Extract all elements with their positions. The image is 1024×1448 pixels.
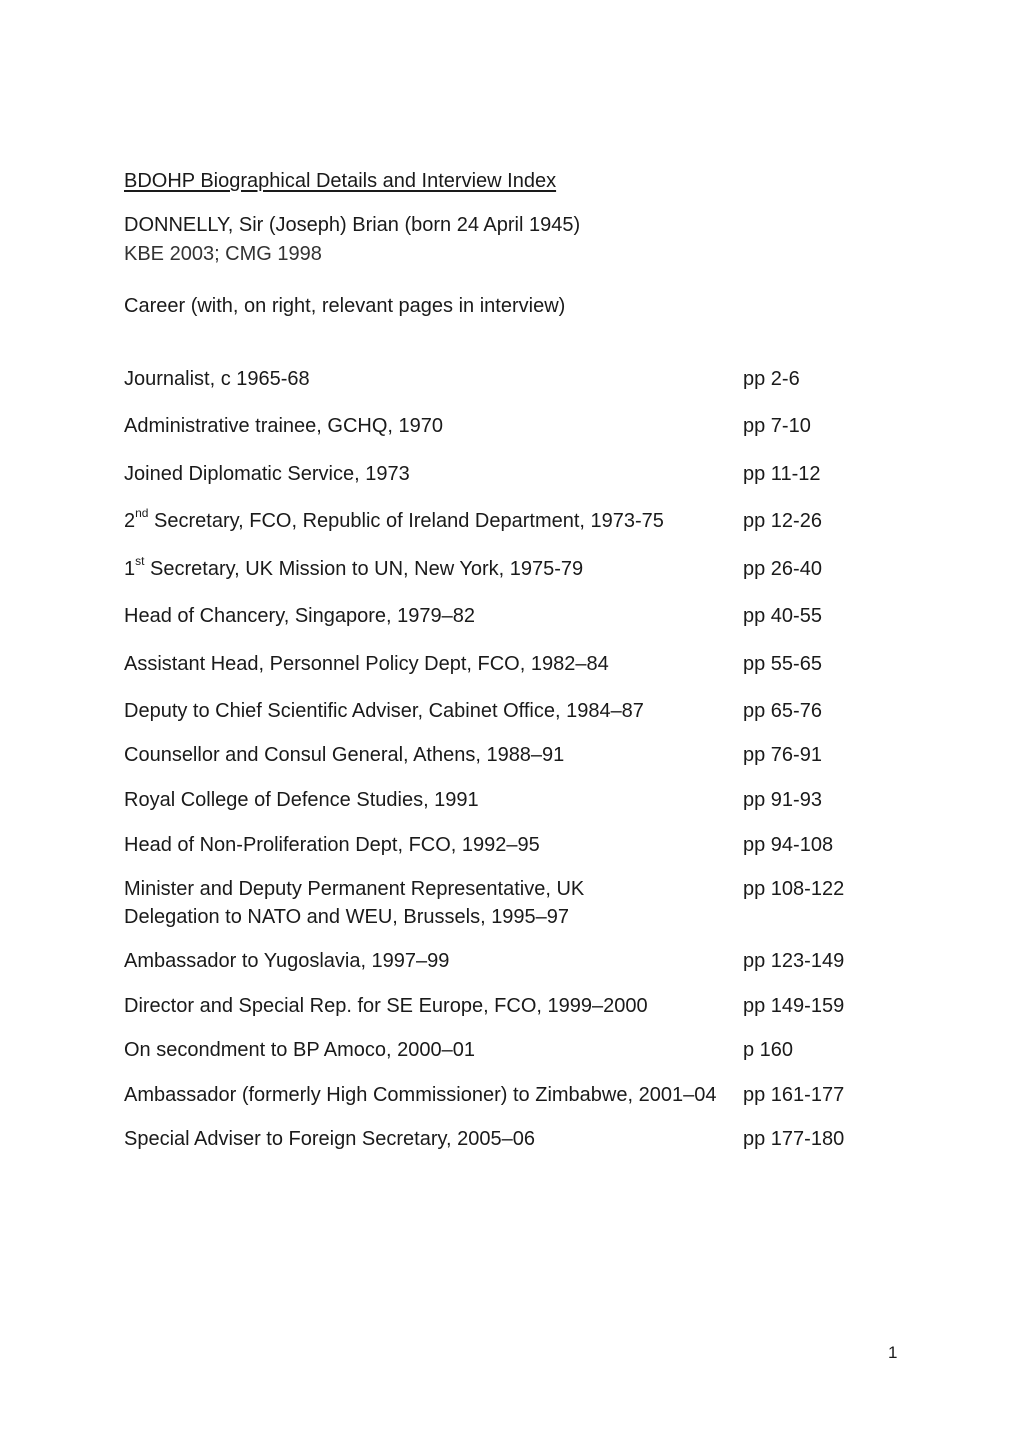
career-pages: pp 65-76 <box>743 700 822 722</box>
career-role: Assistant Head, Personnel Policy Dept, FCO, 1982–84 <box>124 653 609 675</box>
career-role: Special Adviser to Foreign Secretary, 2005–06 <box>124 1128 535 1150</box>
career-role: Director and Special Rep. for SE Europe, FCO, 1999–2000 <box>124 995 648 1017</box>
page-number: 1 <box>888 1343 898 1362</box>
career-pages: pp 177-180 <box>743 1128 845 1150</box>
career-role: Head of Non-Proliferation Dept, FCO, 1992–95 <box>124 834 540 856</box>
career-heading: Career (with, on right, relevant pages in interview) <box>124 295 566 317</box>
career-role: Ambassador (formerly High Commissioner) to Zimbabwe, 2001–04 <box>124 1084 717 1106</box>
document-title: BDOHP Biographical Details and Interview Index <box>124 170 557 192</box>
career-pages: pp 108-122 <box>743 878 845 900</box>
career-pages: pp 91-93 <box>743 789 822 811</box>
career-role: 1st Secretary, UK Mission to UN, New York, 1975-79 <box>124 554 584 580</box>
career-pages: pp 7-10 <box>743 415 811 437</box>
career-role: Journalist, c 1965-68 <box>124 368 310 390</box>
career-role: Counsellor and Consul General, Athens, 1988–91 <box>124 744 565 766</box>
career-pages: pp 26-40 <box>743 558 822 580</box>
career-pages: pp 11-12 <box>743 463 821 485</box>
career-pages: pp 149-159 <box>743 995 845 1017</box>
career-pages: pp 2-6 <box>743 368 800 390</box>
career-pages: pp 123-149 <box>743 950 845 972</box>
honours: KBE 2003; CMG 1998 <box>124 243 322 265</box>
career-pages: pp 12-26 <box>743 510 822 532</box>
career-role: Head of Chancery, Singapore, 1979–82 <box>124 605 475 627</box>
career-pages: pp 40-55 <box>743 605 822 627</box>
career-pages: p 160 <box>743 1039 794 1061</box>
career-pages: pp 76-91 <box>743 744 822 766</box>
career-pages: pp 94-108 <box>743 834 834 856</box>
career-role: 2nd Secretary, FCO, Republic of Ireland Department, 1973-75 <box>124 506 664 532</box>
career-role: On secondment to BP Amoco, 2000–01 <box>124 1039 475 1061</box>
person-name: DONNELLY, Sir (Joseph) Brian (born 24 April 1945) <box>124 214 581 236</box>
career-role: Deputy to Chief Scientific Adviser, Cabinet Office, 1984–87 <box>124 700 644 722</box>
career-role: Administrative trainee, GCHQ, 1970 <box>124 415 444 437</box>
career-role: Ambassador to Yugoslavia, 1997–99 <box>124 950 450 972</box>
career-pages: pp 161-177 <box>743 1084 845 1106</box>
career-role: Royal College of Defence Studies, 1991 <box>124 789 479 811</box>
career-role: Minister and Deputy Permanent Representative, UK Delegation to NATO and WEU, Brussels, 1995–97 <box>124 878 585 928</box>
career-pages: pp 55-65 <box>743 653 822 675</box>
career-role: Joined Diplomatic Service, 1973 <box>124 463 410 485</box>
